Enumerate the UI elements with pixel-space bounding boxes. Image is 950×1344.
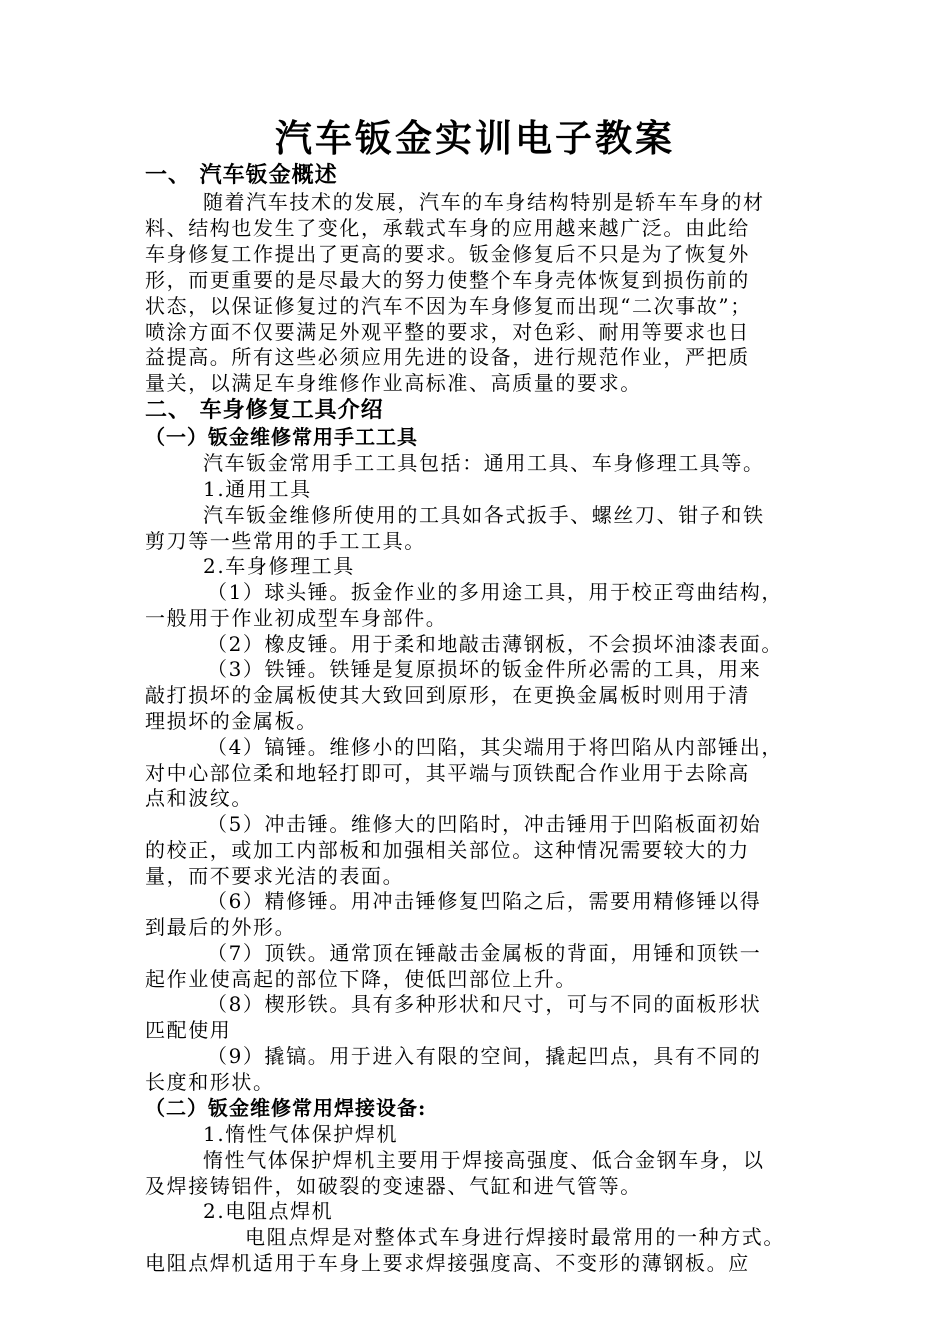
list-heading: 1.惰性气体保护焊机 <box>203 1122 399 1146</box>
list-item: （2）橡皮锤。用于柔和地敲击薄钢板，不会损坏油漆表面。 <box>207 632 783 656</box>
list-item: （4）镐锤。维修小的凹陷，其尖端用于将凹陷从内部锤出， <box>207 735 783 759</box>
paragraph-line: 量关，以满足车身维修作业高标准、高质量的要求。 <box>145 371 642 395</box>
list-item-continuation: 量，而不要求光洁的表面。 <box>145 864 405 888</box>
paragraph-line: 汽车钣金常用手工工具包括：通用工具、车身修理工具等。 <box>203 451 765 475</box>
paragraph-line: 状态，以保证修复过的汽车不因为车身修复而出现“二次事故”； <box>145 294 752 318</box>
subsection-heading: （一）钣金维修常用手工工具 <box>145 425 418 449</box>
paragraph-line: 电阻点焊是对整体式车身进行焊接时最常用的一种方式。 <box>245 1225 785 1249</box>
list-item: （8）楔形铁。具有多种形状和尺寸，可与不同的面板形状 <box>207 992 762 1016</box>
document-title: 汽车钣金实训电子教案 <box>275 116 675 160</box>
list-heading: 2.车身修理工具 <box>203 554 355 578</box>
list-item-continuation: 长度和形状。 <box>145 1070 275 1094</box>
list-heading: 2.电阻点焊机 <box>203 1199 334 1223</box>
paragraph-line: 汽车钣金维修所使用的工具如各式扳手、螺丝刀、钳子和铁 <box>203 503 765 527</box>
paragraph-line: 益提高。所有这些必须应用先进的设备，进行规范作业，严把质 <box>145 345 750 369</box>
list-item-continuation: 理损坏的金属板。 <box>145 709 318 733</box>
subsection-heading: （二）钣金维修常用焊接设备: <box>145 1096 427 1120</box>
list-item-continuation: 一般用于作业初成型车身部件。 <box>145 606 448 630</box>
list-item: （3）铁锤。铁锤是复原损坏的钣金件所必需的工具，用来 <box>207 657 762 681</box>
paragraph-line: 喷涂方面不仅要满足外观平整的要求，对色彩、耐用等要求也日 <box>145 320 750 344</box>
list-item: （7）顶铁。通常顶在锤敲击金属板的背面，用锤和顶铁一 <box>207 941 762 965</box>
list-item: （6）精修锤。用冲击锤修复凹陷之后，需要用精修锤以得 <box>207 889 762 913</box>
list-item: （9）撬镐。用于进入有限的空间，撬起凹点，具有不同的 <box>207 1044 762 1068</box>
list-heading: 1.通用工具 <box>203 477 312 501</box>
paragraph-line: 随着汽车技术的发展，汽车的车身结构特别是轿车车身的材 <box>203 190 765 214</box>
list-item-continuation: 匹配使用 <box>145 1018 232 1042</box>
paragraph-line: 及焊接铸铝件，如破裂的变速器、气缸和进气管等。 <box>145 1174 642 1198</box>
paragraph-line: 料、结构也发生了变化，承载式车身的应用越来越广泛。由此给 <box>145 216 750 240</box>
list-item-continuation: 对中心部位柔和地轻打即可，其平端与顶铁配合作业用于去除高 <box>145 761 750 785</box>
paragraph-line: 剪刀等一些常用的手工工具。 <box>145 529 426 553</box>
section-heading-1: 一、 汽车钣金概述 <box>145 162 338 188</box>
list-item-continuation: 到最后的外形。 <box>145 915 297 939</box>
section-heading-2: 二、 车身修复工具介绍 <box>145 397 384 423</box>
list-item-continuation: 敲打损坏的金属板使其大致回到原形，在更换金属板时则用于清 <box>145 683 750 707</box>
paragraph-line: 车身修复工作提出了更高的要求。钣金修复后不只是为了恢复外 <box>145 242 750 266</box>
list-item-continuation: 点和波纹。 <box>145 786 253 810</box>
paragraph-line: 惰性气体保护焊机主要用于焊接高强度、低合金钢车身，以 <box>203 1148 765 1172</box>
list-item: （1）球头锤。扳金作业的多用途工具，用于校正弯曲结构， <box>207 580 783 604</box>
list-item-continuation: 的校正，或加工内部板和加强相关部位。这种情况需要较大的力 <box>145 838 750 862</box>
paragraph-line: 形，而更重要的是尽最大的努力使整个车身壳体恢复到损伤前的 <box>145 268 750 292</box>
paragraph-line: 电阻点焊机适用于车身上要求焊接强度高、不变形的薄钢板。应 <box>145 1251 750 1275</box>
list-item: （5）冲击锤。维修大的凹陷时，冲击锤用于凹陷板面初始 <box>207 812 762 836</box>
list-item-continuation: 起作业使高起的部位下降，使低凹部位上升。 <box>145 967 577 991</box>
